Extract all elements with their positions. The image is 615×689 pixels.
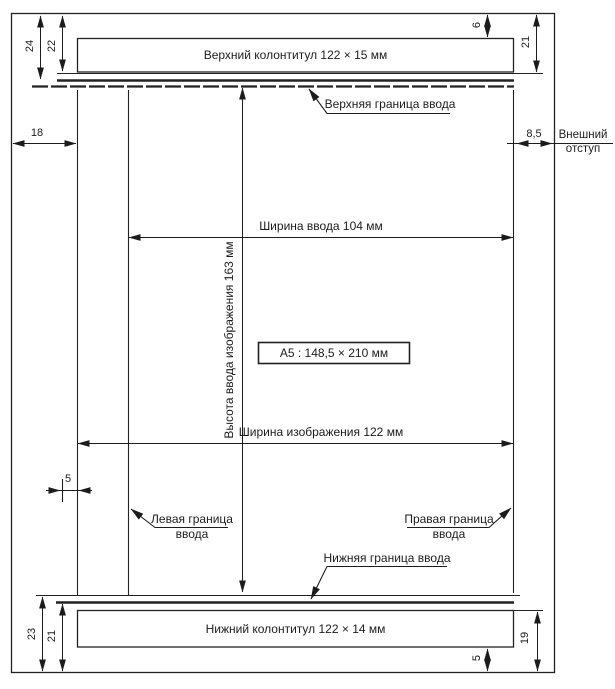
top-boundary-label: Верхняя граница ввода [324,97,456,111]
right-boundary-label [403,512,495,542]
right-boundary-line1: Правая граница [404,512,494,526]
dim-22: 22 [46,39,58,53]
header-box-label: Верхний колонтитул 122 × 15 мм [203,48,388,62]
bottom-boundary-label: Нижняя граница ввода [323,551,451,565]
dim-18: 18 [30,127,44,139]
outer-margin-line2: отступ [565,143,601,155]
dim-5-bottom-right: 5 [471,654,483,662]
dim-5-spine: 5 [64,473,72,485]
outer-margin-label [552,128,614,156]
footer-box-label: Нижний колонтитул 122 × 14 мм [205,621,386,636]
dim-24: 24 [24,39,36,53]
dim-21-top-right: 21 [520,35,532,49]
input-height-label: Высота ввода изображения 163 мм [222,241,236,439]
input-width-label: Ширина ввода 104 мм [259,219,383,233]
dim-23: 23 [26,627,38,641]
dim-8-5: 8,5 [526,128,542,140]
dim-6: 6 [471,21,483,29]
dim-19: 19 [519,631,531,645]
image-width-label: Ширина изображения 122 мм [238,425,404,439]
page-format-label: A5 : 148,5 × 210 мм [279,345,389,360]
dim-21-bottom-left: 21 [46,629,58,643]
left-boundary-line1: Левая граница [151,512,233,526]
outer-margin-line1: Внешний [558,129,608,141]
left-boundary-line2: ввода [175,527,209,541]
left-boundary-label [146,512,238,542]
right-boundary-line2: ввода [432,527,466,541]
